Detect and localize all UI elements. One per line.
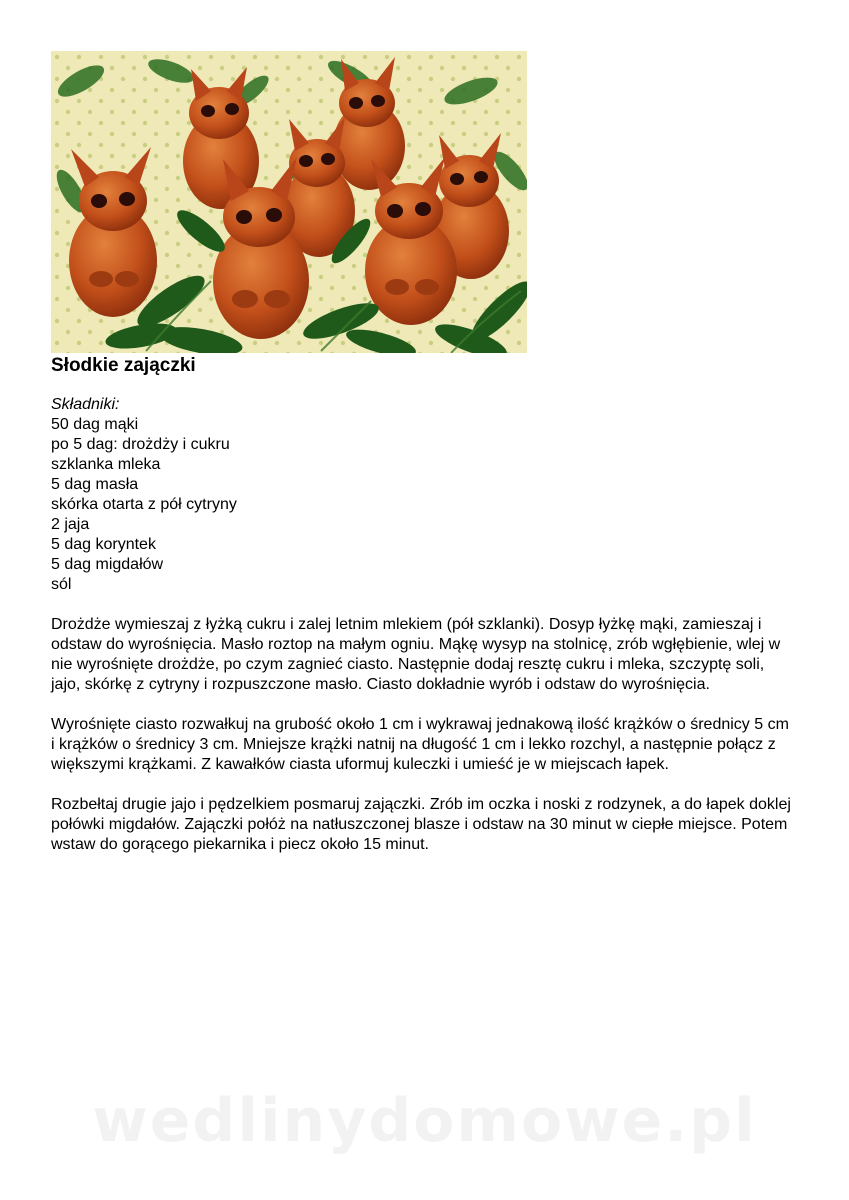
ingredient-item: szklanka mleka bbox=[51, 456, 161, 473]
ingredients-list bbox=[51, 415, 237, 595]
ingredient-item: 2 jaja bbox=[51, 516, 90, 533]
ingredients-label: Składniki: bbox=[51, 396, 120, 413]
sweet-bunnies-photo bbox=[51, 51, 527, 353]
ingredient-item: 5 dag migdałów bbox=[51, 556, 164, 573]
ingredient-item: sól bbox=[51, 576, 72, 593]
step-paragraph: Wyrośnięte ciasto rozwałkuj na grubość około 1 cm i wykrawaj jednakową ilość krążków o średnicy 5 cm i krążków o średnicy 3 cm. Mniejsze krążki natnij na długość 1 cm i lekko rozchyl, a następnie połącz z większymi krążkami. Z kawałków ciasta uformuj kuleczki i umieść je w miejscach łapek. bbox=[51, 716, 789, 773]
recipe-photo bbox=[51, 51, 527, 353]
ingredient-item: skórka otarta z pół cytryny bbox=[51, 496, 237, 513]
ingredient-item: 50 dag mąki bbox=[51, 416, 139, 433]
step-paragraph: Rozbełtaj drugie jajo i pędzelkiem posmaruj zajączki. Zrób im oczka i noski z rodzynek, a do łapek doklej połówki migdałów. Zajączki połóż na natłuszczonej blasze i odstaw na 30 minut w ciepłe miejsce. Potem wstaw do gorącego piekarnika i piecz około 15 minut. bbox=[51, 796, 791, 853]
site-watermark: wedlinydomowe.pl bbox=[92, 1086, 757, 1156]
recipe-title: Słodkie zajączki bbox=[51, 355, 196, 376]
preparation-steps bbox=[51, 615, 796, 875]
ingredients-section bbox=[51, 395, 237, 595]
step-paragraph: Drożdże wymieszaj z łyżką cukru i zalej letnim mlekiem (pół szklanki). Dosyp łyżkę mąki, zamieszaj i odstaw do wyrośnięcia. Masło roztop na małym ogniu. Mąkę wysyp na stolnicę, zrób wgłębienie, wlej w nie wyrośnięte drożdże, po czym zagnieć ciasto. Następnie dodaj resztę cukru i mleka, szczyptę soli, jajo, skórkę z cytryny i rozpuszczone masło. Ciasto dokładnie wyrób i odstaw do wyrośnięcia. bbox=[51, 616, 781, 693]
ingredient-item: 5 dag koryntek bbox=[51, 536, 156, 553]
ingredient-item: 5 dag masła bbox=[51, 476, 139, 493]
ingredient-item: po 5 dag: drożdży i cukru bbox=[51, 436, 230, 453]
